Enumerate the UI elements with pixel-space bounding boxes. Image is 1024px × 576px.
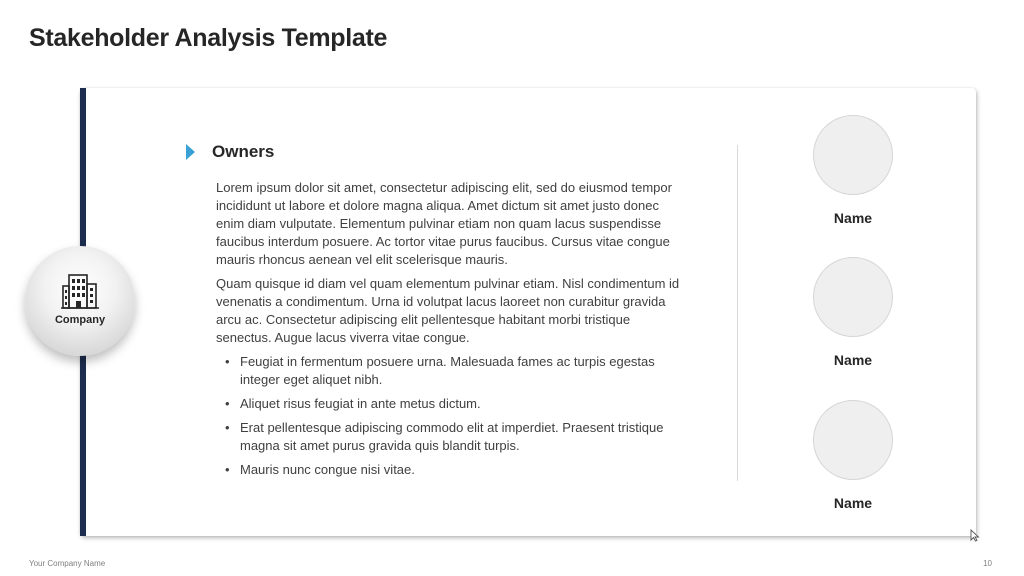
vertical-divider <box>737 145 738 481</box>
paragraph: Quam quisque id diam vel quam elementum pulvinar etiam. Nisl condimentum id venenatis a condimentum. Urna id volutpat lacus laoreet non curabitur gravida arcu ac. Consectetur adipiscing elit pellentesque habitant morbi tristique senectus. Augue lacus viverra vitae congue. <box>216 276 680 345</box>
person-photo-placeholder <box>813 115 893 195</box>
person-photo-placeholder <box>813 400 893 480</box>
section-body <box>216 179 686 485</box>
mouse-pointer-icon <box>970 529 980 542</box>
bullet-list <box>216 353 686 479</box>
person-name: Name <box>833 495 873 511</box>
person-name: Name <box>833 352 873 368</box>
page-number: 10 <box>983 559 992 568</box>
person-photo-placeholder <box>813 257 893 337</box>
building-icon <box>60 272 100 310</box>
list-item: • Erat pellentesque adipiscing commodo elit at imperdiet. Praesent tristique magna sit amet purus gravida quis blandit turpis. <box>216 419 686 455</box>
page-title: Stakeholder Analysis Template <box>29 24 388 52</box>
footer-company-name: Your Company Name <box>29 559 106 568</box>
list-item: • Feugiat in fermentum posuere urna. Malesuada fames ac turpis egestas integer eget aliquet nibh. <box>216 353 686 389</box>
person-name: Name <box>833 210 873 226</box>
section-header <box>186 142 274 162</box>
company-badge <box>25 246 135 356</box>
chevron-right-icon <box>186 144 195 160</box>
company-label: Company <box>54 314 106 326</box>
paragraph: Lorem ipsum dolor sit amet, consectetur adipiscing elit, sed do eiusmod tempor incididunt ut labore et dolore magna aliqua. Amet dictum sit amet justo donec enim diam vulputate. Elementum pulvinar etiam non quam lacus suspendisse faucibus interdum posuere. Ac tortor vitae purus faucibus. Cursus vitae congue mauris rhoncus aenean vel elit scelerisque mauris. <box>216 180 672 267</box>
section-title: Owners <box>212 142 275 161</box>
list-item: • Aliquet risus feugiat in ante metus dictum. <box>216 395 686 413</box>
list-item: • Mauris nunc congue nisi vitae. <box>216 461 686 479</box>
